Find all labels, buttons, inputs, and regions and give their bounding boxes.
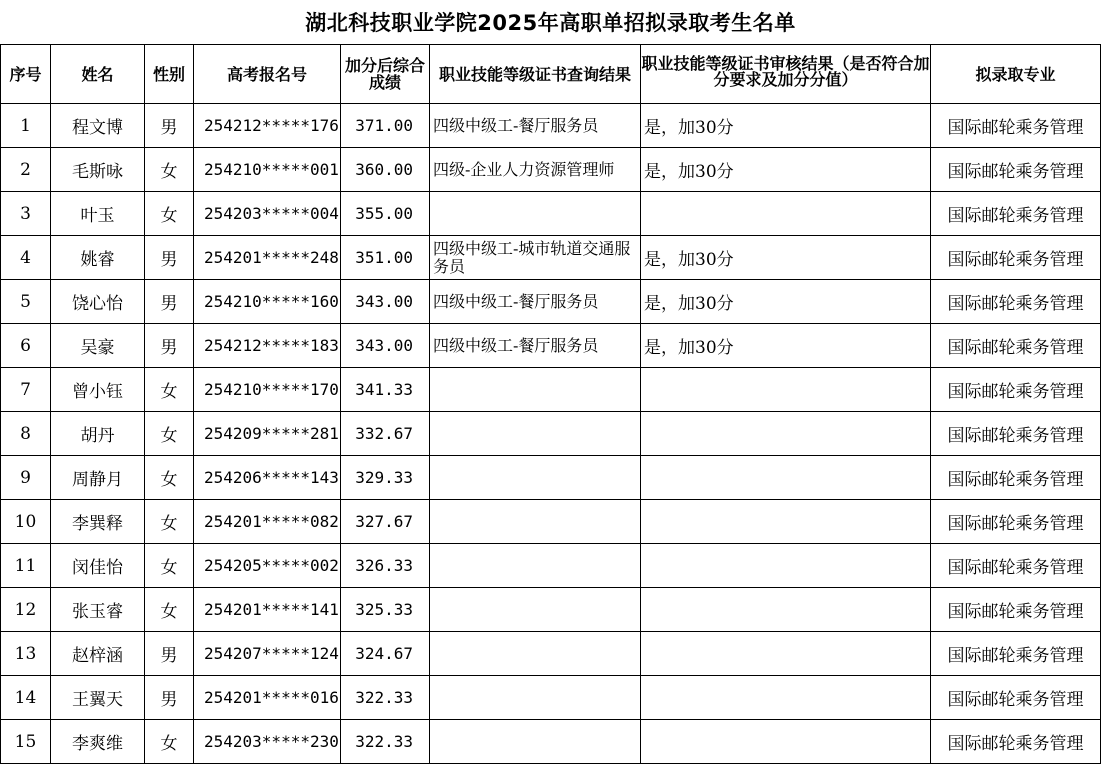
- header-exam-no: 高考报名号: [194, 45, 341, 104]
- table-row: [1, 324, 1101, 368]
- cell-exam-no: 254212*****183: [194, 324, 341, 368]
- cell-cert-query: [430, 720, 641, 764]
- header-cert-review-label: 职业技能等级证书审核结果（是否符合加分要求及加分分值）: [641, 54, 930, 89]
- cell-name: 李爽维: [51, 720, 145, 764]
- cell-exam-no: 254206*****143: [194, 456, 341, 500]
- cell-name: 饶心怡: [51, 280, 145, 324]
- table-row: [1, 236, 1101, 280]
- cell-exam-no: 254212*****176: [194, 104, 341, 148]
- table-body: [1, 104, 1101, 764]
- cell-score: 325.33: [341, 588, 430, 632]
- cell-cert-query: [430, 588, 641, 632]
- cell-major: 国际邮轮乘务管理: [931, 236, 1101, 280]
- cell-name: 王翼天: [51, 676, 145, 720]
- page-title: 湖北科技职业学院2025年高职单招拟录取考生名单: [305, 11, 796, 35]
- cell-exam-no: 254210*****160: [194, 280, 341, 324]
- cell-exam-no: 254205*****002: [194, 544, 341, 588]
- cell-gender: 男: [145, 236, 194, 280]
- header-name: 姓名: [51, 45, 145, 104]
- cell-major: 国际邮轮乘务管理: [931, 720, 1101, 764]
- cell-cert-query: 四级中级工-餐厅服务员: [430, 280, 641, 324]
- cell-seq: 6: [1, 324, 51, 368]
- cell-cert-query: [430, 544, 641, 588]
- cell-cert-query: [430, 412, 641, 456]
- cell-major: 国际邮轮乘务管理: [931, 544, 1101, 588]
- cell-cert-query: [430, 368, 641, 412]
- cell-name: 张玉睿: [51, 588, 145, 632]
- cell-major: 国际邮轮乘务管理: [931, 148, 1101, 192]
- cell-name: 胡丹: [51, 412, 145, 456]
- cell-gender: 女: [145, 192, 194, 236]
- cell-gender: 男: [145, 676, 194, 720]
- cell-name: 吴豪: [51, 324, 145, 368]
- table-row: [1, 632, 1101, 676]
- cell-major: 国际邮轮乘务管理: [931, 632, 1101, 676]
- cell-seq: 11: [1, 544, 51, 588]
- cell-cert-query: [430, 500, 641, 544]
- cell-score: 322.33: [341, 676, 430, 720]
- cell-exam-no: 254203*****004: [194, 192, 341, 236]
- cell-name: 毛斯咏: [51, 148, 145, 192]
- table-row: [1, 500, 1101, 544]
- cell-seq: 3: [1, 192, 51, 236]
- cell-seq: 9: [1, 456, 51, 500]
- cell-gender: 男: [145, 324, 194, 368]
- cell-exam-no: 254210*****170: [194, 368, 341, 412]
- table-row: [1, 676, 1101, 720]
- header-seq: 序号: [1, 45, 51, 104]
- cell-score: 332.67: [341, 412, 430, 456]
- cell-name: 闵佳怡: [51, 544, 145, 588]
- cell-gender: 女: [145, 368, 194, 412]
- cell-cert-query: [430, 632, 641, 676]
- cell-major: 国际邮轮乘务管理: [931, 104, 1101, 148]
- cell-seq: 15: [1, 720, 51, 764]
- cell-cert-review: [641, 632, 931, 676]
- cell-seq: 1: [1, 104, 51, 148]
- cell-major: 国际邮轮乘务管理: [931, 456, 1101, 500]
- cell-cert-review: [641, 720, 931, 764]
- cell-name: 赵梓涵: [51, 632, 145, 676]
- cell-seq: 8: [1, 412, 51, 456]
- cell-score: 343.00: [341, 280, 430, 324]
- cell-score: 341.33: [341, 368, 430, 412]
- cell-seq: 4: [1, 236, 51, 280]
- cell-gender: 女: [145, 412, 194, 456]
- header-cert-review: [641, 45, 931, 104]
- cell-score: 371.00: [341, 104, 430, 148]
- table-row: [1, 148, 1101, 192]
- table-row: [1, 412, 1101, 456]
- cell-cert-query: 四级中级工-城市轨道交通服务员: [430, 236, 641, 280]
- header-gender: 性别: [145, 45, 194, 104]
- cell-seq: 13: [1, 632, 51, 676]
- cell-seq: 5: [1, 280, 51, 324]
- cell-major: 国际邮轮乘务管理: [931, 192, 1101, 236]
- cell-cert-review: [641, 544, 931, 588]
- cell-exam-no: 254201*****248: [194, 236, 341, 280]
- cell-exam-no: 254210*****001: [194, 148, 341, 192]
- cell-major: 国际邮轮乘务管理: [931, 280, 1101, 324]
- cell-exam-no: 254203*****230: [194, 720, 341, 764]
- cell-gender: 女: [145, 588, 194, 632]
- cell-gender: 男: [145, 104, 194, 148]
- cell-name: 姚睿: [51, 236, 145, 280]
- cell-cert-query: [430, 676, 641, 720]
- cell-major: 国际邮轮乘务管理: [931, 676, 1101, 720]
- cell-cert-review: [641, 456, 931, 500]
- cell-gender: 女: [145, 456, 194, 500]
- cell-gender: 女: [145, 500, 194, 544]
- cell-score: 329.33: [341, 456, 430, 500]
- table-row: [1, 280, 1101, 324]
- cell-major: 国际邮轮乘务管理: [931, 412, 1101, 456]
- cell-exam-no: 254201*****141: [194, 588, 341, 632]
- table-row: [1, 720, 1101, 764]
- cell-exam-no: 254209*****281: [194, 412, 341, 456]
- cell-cert-review: [641, 368, 931, 412]
- cell-cert-query: 四级中级工-餐厅服务员: [430, 324, 641, 368]
- cell-cert-review: 是，加30分: [641, 324, 931, 368]
- cell-exam-no: 254207*****124: [194, 632, 341, 676]
- cell-major: 国际邮轮乘务管理: [931, 588, 1101, 632]
- cell-major: 国际邮轮乘务管理: [931, 368, 1101, 412]
- cell-score: 360.00: [341, 148, 430, 192]
- cell-name: 叶玉: [51, 192, 145, 236]
- cell-cert-query: 四级-企业人力资源管理师: [430, 148, 641, 192]
- table-row: [1, 588, 1101, 632]
- cell-score: 327.67: [341, 500, 430, 544]
- table-row: [1, 456, 1101, 500]
- cell-gender: 女: [145, 544, 194, 588]
- cell-score: 355.00: [341, 192, 430, 236]
- cell-seq: 7: [1, 368, 51, 412]
- cell-cert-query: [430, 456, 641, 500]
- cell-cert-review: 是，加30分: [641, 148, 931, 192]
- cell-name: 李巽释: [51, 500, 145, 544]
- cell-gender: 男: [145, 280, 194, 324]
- cell-seq: 14: [1, 676, 51, 720]
- cell-gender: 女: [145, 720, 194, 764]
- cell-score: 322.33: [341, 720, 430, 764]
- cell-score: 326.33: [341, 544, 430, 588]
- cell-cert-review: [641, 676, 931, 720]
- cell-name: 程文博: [51, 104, 145, 148]
- cell-name: 曾小钰: [51, 368, 145, 412]
- cell-seq: 10: [1, 500, 51, 544]
- cell-cert-review: 是，加30分: [641, 104, 931, 148]
- cell-cert-review: 是，加30分: [641, 280, 931, 324]
- cell-score: 351.00: [341, 236, 430, 280]
- cell-major: 国际邮轮乘务管理: [931, 500, 1101, 544]
- cell-cert-review: [641, 412, 931, 456]
- table-row: [1, 544, 1101, 588]
- cell-exam-no: 254201*****082: [194, 500, 341, 544]
- cell-cert-review: [641, 588, 931, 632]
- header-major: 拟录取专业: [931, 45, 1101, 104]
- cell-cert-review: [641, 192, 931, 236]
- cell-major: 国际邮轮乘务管理: [931, 324, 1101, 368]
- cell-cert-query: [430, 192, 641, 236]
- cell-seq: 2: [1, 148, 51, 192]
- cell-cert-review: [641, 500, 931, 544]
- cell-cert-query: 四级中级工-餐厅服务员: [430, 104, 641, 148]
- table-row: [1, 104, 1101, 148]
- cell-gender: 男: [145, 632, 194, 676]
- table-row: [1, 368, 1101, 412]
- admission-table: [0, 44, 1101, 764]
- header-cert-query: 职业技能等级证书查询结果: [430, 45, 641, 104]
- cell-gender: 女: [145, 148, 194, 192]
- header-row: [1, 45, 1101, 104]
- header-score: 加分后综合成绩: [341, 45, 430, 104]
- cell-score: 324.67: [341, 632, 430, 676]
- cell-exam-no: 254201*****016: [194, 676, 341, 720]
- cell-name: 周静月: [51, 456, 145, 500]
- cell-score: 343.00: [341, 324, 430, 368]
- cell-seq: 12: [1, 588, 51, 632]
- table-row: [1, 192, 1101, 236]
- cell-cert-review: 是，加30分: [641, 236, 931, 280]
